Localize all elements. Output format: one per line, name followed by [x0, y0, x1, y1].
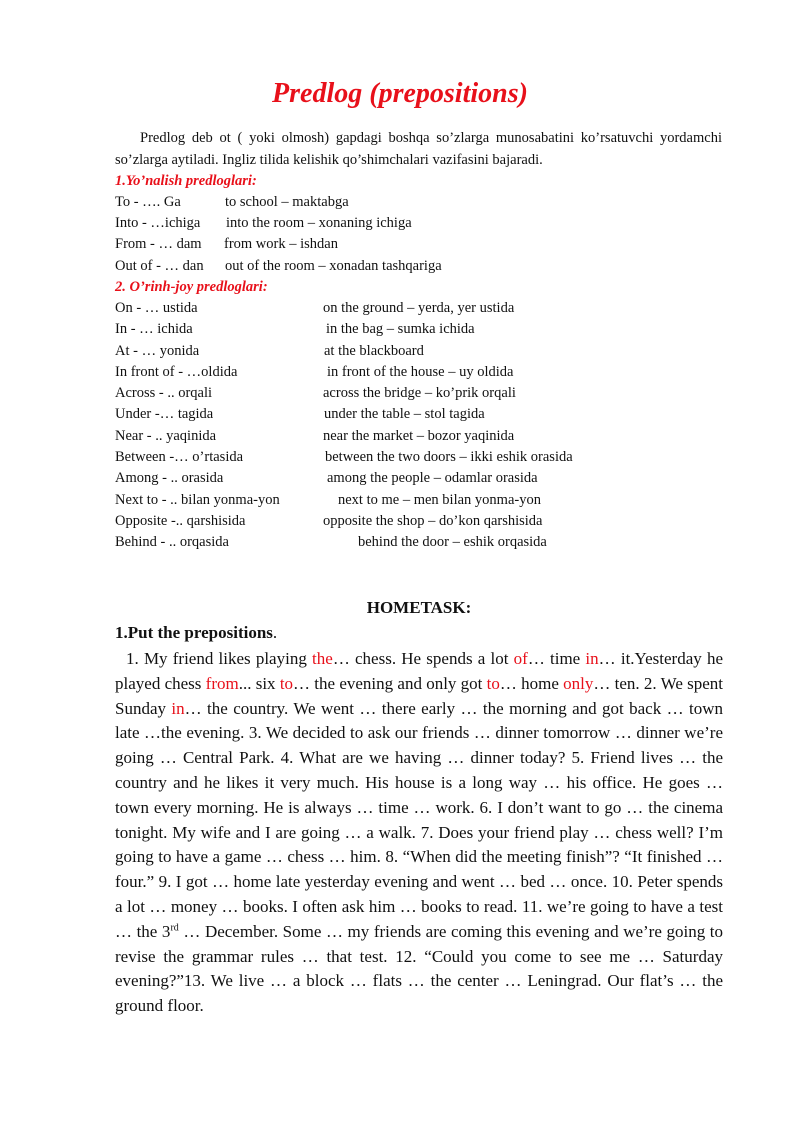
list-item [115, 513, 543, 530]
exercise-segment: 1. My friend likes playing [126, 649, 313, 668]
example: from work – ishdan [224, 236, 338, 252]
list-item [115, 385, 516, 402]
answer-word: the [312, 649, 333, 668]
example: out of the room – xonadan tashqariga [225, 258, 442, 274]
example: behind the door – eshik orqasida [358, 534, 547, 550]
list-item [115, 236, 338, 253]
answer-word: in [171, 698, 185, 718]
preposition: In - … ichida [115, 321, 193, 337]
preposition: Near - .. yaqinida [115, 428, 217, 444]
list-item [115, 215, 412, 232]
exercise-text [115, 647, 723, 1019]
answer-word: to [486, 673, 500, 693]
exercise-segment: … it.Yesterday he played chess [115, 649, 723, 693]
list-item [115, 406, 485, 423]
example: among the people – odamlar orasida [327, 470, 538, 486]
answer-word: of [513, 649, 528, 668]
intro-paragraph: Predlog deb ot ( yoki olmosh) gapdagi boshqa so’zlarga munosabatini ko’rsatuvchi yordamchi so’zlarga aytiladi. Ingliz tilida kelishik qo’shimchalari vazifasini bajaradi. [115, 130, 722, 168]
task-label: 1.Put the prepositions [115, 623, 273, 642]
list-item [115, 258, 442, 275]
answer-word: to [279, 673, 294, 693]
preposition: Next to - .. bilan yonma-yon [115, 492, 280, 508]
preposition: Among - .. orasida [115, 470, 224, 486]
exercise-segment: … ten. 2. We spent Sunday [115, 673, 724, 718]
list-item [115, 492, 541, 509]
task-instruction [115, 623, 277, 643]
preposition: Out of - … dan [115, 258, 204, 274]
exercise-segment: … December. Some … my friends are coming this evening and we’re going to revise the grammar rules … that test. 12. “Could you come to see me … Saturday evening?”13. We live … a block … flats … the center … Leningrad. Our flat’s … the ground floor. [115, 921, 723, 1016]
exercise-segment: … home [499, 673, 564, 693]
exercise-segment: … time [527, 649, 586, 668]
list-item [115, 428, 515, 445]
preposition: Between -… o’rtasida [115, 449, 244, 465]
section2-heading: 2. O’rinh-joy predloglari: [115, 279, 268, 295]
example: under the table – stol tagida [324, 406, 485, 422]
list-item [115, 534, 547, 551]
preposition: At - … yonida [115, 343, 200, 359]
answer-word: from [205, 673, 239, 693]
page-title: Predlog (prepositions) [272, 78, 528, 109]
example: in the bag – sumka ichida [326, 321, 475, 337]
preposition: Into - …ichiga [115, 215, 201, 231]
preposition: To - …. Ga [115, 194, 181, 210]
preposition: Behind - .. orqasida [115, 534, 229, 550]
section1-heading: 1.Yo’nalish predloglari: [115, 173, 257, 189]
preposition: Under -… tagida [115, 406, 214, 422]
exercise-segment: … the country. We went … there early … the morning and got back … town late …the evening. 3. We decided to ask our friends … dinner tomorrow … dinner we’re going … Central Park. 4. What are we having … dinner today? 5. Friend lives … the country and he likes it very much. His house is a long way … his office. He goes … town every morning. He is always … time … work. 6. I don’t want to go … the cinema tonight. My wife and I are going … a walk. 7. Does your friend play … chess well? I’m going to have a game … chess … him. 8. “When did the meeting finish”? “It finished … four.” 9. I got … home late yesterday evening and went … bed … once. 10. Peter spends a lot … money … books. I often ask him … books to read. 11. we’re going to have a test … the 3 [115, 698, 724, 941]
superscript: rd [170, 922, 179, 934]
preposition: Opposite -.. qarshisida [115, 513, 246, 529]
example: near the market – bozor yaqinida [323, 428, 515, 444]
task-period: . [272, 623, 278, 642]
list-item [115, 449, 573, 466]
preposition: On - … ustida [115, 300, 198, 316]
example: into the room – xonaning ichiga [226, 215, 412, 231]
list-item [115, 343, 424, 360]
list-item [115, 300, 515, 317]
exercise-segment: ... six [238, 673, 280, 693]
exercise-segment: … chess. He spends a lot [332, 649, 514, 668]
example: opposite the shop – do’kon qarshisida [323, 513, 543, 529]
example: next to me – men bilan yonma-yon [338, 492, 541, 508]
preposition: In front of - …oldida [115, 364, 238, 380]
example: across the bridge – ko’prik orqali [323, 385, 516, 401]
list-item [115, 364, 514, 381]
example: at the blackboard [324, 343, 424, 359]
example: in front of the house – uy oldida [327, 364, 514, 380]
preposition: From - … dam [115, 236, 202, 252]
preposition: Across - .. orqali [115, 385, 213, 401]
answer-word: in [585, 649, 599, 668]
example: on the ground – yerda, yer ustida [323, 300, 515, 316]
exercise-segment: … the evening and only got [293, 673, 487, 693]
list-item [115, 194, 349, 211]
list-item [115, 470, 538, 487]
hometask-heading: HOMETASK: [366, 598, 472, 617]
example: between the two doors – ikki eshik orasida [325, 449, 573, 465]
list-item [115, 321, 475, 338]
answer-word: only [563, 673, 594, 693]
example: to school – maktabga [225, 194, 349, 210]
